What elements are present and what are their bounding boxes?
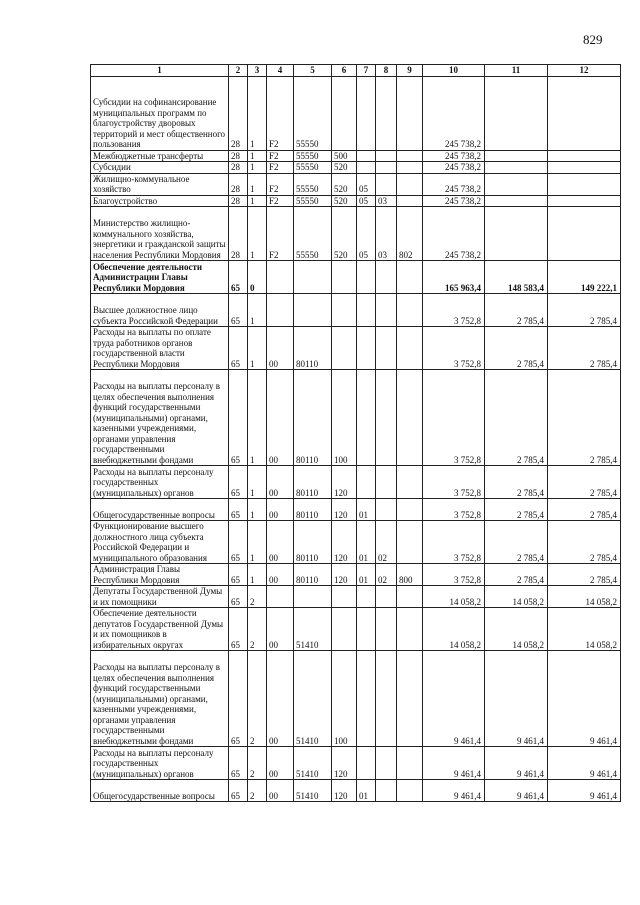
cell-amount-2: 9 461,4 <box>485 747 548 780</box>
cell-ministry <box>397 780 423 802</box>
cell-amount-2: 9 461,4 <box>485 651 548 747</box>
cell-amount-1: 3 752,8 <box>423 564 485 586</box>
cell-amount-3 <box>548 195 621 207</box>
cell-subchapter <box>376 261 397 294</box>
cell-subsection: 2 <box>248 780 267 802</box>
cell-program <box>267 261 294 294</box>
row-name: Расходы на выплаты персоналу в целях обеспечения выполнения функций государственными (муниципальными) органами, казенными учреждениями, органами управления государственными внебюджетными фондами <box>91 370 229 466</box>
cell-amount-2 <box>485 76 548 150</box>
cell-ministry <box>397 521 423 564</box>
column-header: 11 <box>485 65 548 77</box>
table-row <box>91 521 621 564</box>
cell-amount-3: 2 785,4 <box>548 521 621 564</box>
cell-section: 65 <box>229 608 248 651</box>
cell-program: 00 <box>267 747 294 780</box>
cell-program: 00 <box>267 608 294 651</box>
table-row <box>91 499 621 521</box>
table-row <box>91 466 621 499</box>
cell-subsection: 1 <box>248 521 267 564</box>
row-name: Жилищно-коммунальное хозяйство <box>91 173 229 195</box>
cell-direction: 51410 <box>294 780 332 802</box>
table-row <box>91 195 621 207</box>
row-name: Функционирование высшего должностного лица субъекта Российской Федерации и муниципального образования <box>91 521 229 564</box>
cell-amount-1: 245 738,2 <box>423 76 485 150</box>
cell-section: 65 <box>229 780 248 802</box>
cell-direction: 55550 <box>294 195 332 207</box>
cell-ministry <box>397 608 423 651</box>
cell-amount-1: 245 738,2 <box>423 150 485 162</box>
budget-table <box>90 64 621 802</box>
table-row <box>91 294 621 327</box>
cell-ministry <box>397 195 423 207</box>
cell-program: F2 <box>267 207 294 261</box>
cell-subsection: 2 <box>248 608 267 651</box>
row-name: Расходы на выплаты персоналу государственных (муниципальных) органов <box>91 466 229 499</box>
cell-amount-2: 2 785,4 <box>485 327 548 370</box>
cell-chapter: 05 <box>357 207 376 261</box>
cell-program: F2 <box>267 162 294 174</box>
cell-expense-type: 120 <box>332 780 357 802</box>
row-name: Депутаты Государственной Думы и их помощники <box>91 586 229 608</box>
cell-direction: 80110 <box>294 370 332 466</box>
cell-direction: 55550 <box>294 150 332 162</box>
cell-amount-1: 14 058,2 <box>423 586 485 608</box>
cell-section: 28 <box>229 162 248 174</box>
column-header: 4 <box>267 65 294 77</box>
table-row <box>91 564 621 586</box>
cell-subsection: 0 <box>248 261 267 294</box>
cell-amount-1: 9 461,4 <box>423 780 485 802</box>
cell-subsection: 1 <box>248 327 267 370</box>
cell-direction: 80110 <box>294 521 332 564</box>
cell-subchapter <box>376 173 397 195</box>
table-row <box>91 261 621 294</box>
cell-ministry <box>397 747 423 780</box>
cell-program: 00 <box>267 370 294 466</box>
cell-program: F2 <box>267 173 294 195</box>
cell-amount-2 <box>485 173 548 195</box>
cell-expense-type: 120 <box>332 499 357 521</box>
column-header: 12 <box>548 65 621 77</box>
table-row <box>91 76 621 150</box>
cell-chapter <box>357 162 376 174</box>
cell-section: 65 <box>229 747 248 780</box>
cell-subsection: 1 <box>248 499 267 521</box>
table-row <box>91 651 621 747</box>
cell-subchapter <box>376 608 397 651</box>
row-name: Обеспечение деятельности Администрации Главы Республики Мордовия <box>91 261 229 294</box>
cell-direction: 80110 <box>294 499 332 521</box>
cell-chapter: 01 <box>357 521 376 564</box>
column-header: 9 <box>397 65 423 77</box>
cell-amount-3: 9 461,4 <box>548 747 621 780</box>
cell-subsection: 2 <box>248 651 267 747</box>
cell-subchapter <box>376 651 397 747</box>
column-header: 6 <box>332 65 357 77</box>
cell-ministry <box>397 76 423 150</box>
cell-ministry <box>397 150 423 162</box>
cell-subsection: 1 <box>248 370 267 466</box>
cell-expense-type: 100 <box>332 370 357 466</box>
cell-ministry <box>397 370 423 466</box>
cell-subsection: 1 <box>248 150 267 162</box>
cell-amount-2: 2 785,4 <box>485 466 548 499</box>
cell-amount-1: 3 752,8 <box>423 521 485 564</box>
cell-section: 65 <box>229 466 248 499</box>
table-row <box>91 608 621 651</box>
cell-subsection: 1 <box>248 207 267 261</box>
cell-expense-type <box>332 586 357 608</box>
cell-chapter <box>357 586 376 608</box>
cell-chapter: 01 <box>357 564 376 586</box>
table-row <box>91 207 621 261</box>
table-row <box>91 586 621 608</box>
cell-section: 28 <box>229 207 248 261</box>
cell-direction: 80110 <box>294 327 332 370</box>
row-name: Высшее должностное лицо субъекта Российской Федерации <box>91 294 229 327</box>
cell-amount-1: 3 752,8 <box>423 370 485 466</box>
cell-amount-1: 3 752,8 <box>423 499 485 521</box>
cell-expense-type: 120 <box>332 747 357 780</box>
cell-amount-1: 14 058,2 <box>423 608 485 651</box>
cell-subsection: 1 <box>248 195 267 207</box>
cell-amount-2: 2 785,4 <box>485 294 548 327</box>
cell-section: 28 <box>229 173 248 195</box>
row-name: Субсидии на софинансирование муниципальных программ по благоустройству дворовых территорий и мест общественного пользования <box>91 76 229 150</box>
cell-subchapter <box>376 747 397 780</box>
cell-chapter <box>357 466 376 499</box>
cell-subchapter <box>376 76 397 150</box>
cell-subsection: 1 <box>248 564 267 586</box>
cell-subsection: 1 <box>248 173 267 195</box>
cell-amount-1: 9 461,4 <box>423 651 485 747</box>
cell-chapter <box>357 150 376 162</box>
cell-subchapter: 03 <box>376 195 397 207</box>
cell-amount-1: 245 738,2 <box>423 195 485 207</box>
cell-chapter: 05 <box>357 195 376 207</box>
row-name: Межбюджетные трансферты <box>91 150 229 162</box>
cell-amount-1: 245 738,2 <box>423 207 485 261</box>
row-name: Расходы на выплаты персоналу государственных (муниципальных) органов <box>91 747 229 780</box>
cell-amount-3: 2 785,4 <box>548 466 621 499</box>
cell-chapter <box>357 294 376 327</box>
cell-program: F2 <box>267 150 294 162</box>
cell-program: 00 <box>267 466 294 499</box>
cell-chapter <box>357 76 376 150</box>
cell-expense-type <box>332 608 357 651</box>
cell-amount-1: 3 752,8 <box>423 294 485 327</box>
cell-subchapter: 03 <box>376 207 397 261</box>
cell-subchapter <box>376 162 397 174</box>
cell-program <box>267 294 294 327</box>
cell-amount-2: 148 583,4 <box>485 261 548 294</box>
cell-ministry <box>397 173 423 195</box>
cell-program: 00 <box>267 499 294 521</box>
cell-subsection: 2 <box>248 747 267 780</box>
table-row <box>91 780 621 802</box>
cell-expense-type: 520 <box>332 195 357 207</box>
cell-amount-2 <box>485 195 548 207</box>
row-name: Общегосударственные вопросы <box>91 780 229 802</box>
cell-amount-3: 9 461,4 <box>548 780 621 802</box>
cell-amount-3: 9 461,4 <box>548 651 621 747</box>
cell-program <box>267 586 294 608</box>
column-header: 8 <box>376 65 397 77</box>
cell-amount-2 <box>485 150 548 162</box>
cell-section: 28 <box>229 195 248 207</box>
cell-subchapter <box>376 466 397 499</box>
cell-amount-3: 2 785,4 <box>548 499 621 521</box>
cell-ministry <box>397 162 423 174</box>
cell-program: 00 <box>267 327 294 370</box>
cell-program: 00 <box>267 521 294 564</box>
cell-amount-2: 2 785,4 <box>485 564 548 586</box>
row-name: Министерство жилищно-коммунального хозяйства, энергетики и гражданской защиты населения Республики Мордовия <box>91 207 229 261</box>
cell-amount-3: 2 785,4 <box>548 294 621 327</box>
cell-chapter <box>357 327 376 370</box>
cell-section: 65 <box>229 651 248 747</box>
cell-ministry <box>397 466 423 499</box>
cell-expense-type: 120 <box>332 466 357 499</box>
cell-chapter <box>357 370 376 466</box>
cell-chapter <box>357 261 376 294</box>
table-row <box>91 370 621 466</box>
cell-amount-3: 14 058,2 <box>548 608 621 651</box>
row-name: Благоустройство <box>91 195 229 207</box>
cell-direction: 55550 <box>294 76 332 150</box>
cell-ministry: 800 <box>397 564 423 586</box>
cell-amount-1: 3 752,8 <box>423 466 485 499</box>
cell-subchapter: 02 <box>376 564 397 586</box>
cell-ministry <box>397 499 423 521</box>
cell-amount-2: 2 785,4 <box>485 521 548 564</box>
row-name: Расходы на выплаты персоналу в целях обеспечения выполнения функций государственными (муниципальными) органами, казенными учреждениями, органами управления государственными внебюджетными фондами <box>91 651 229 747</box>
cell-subsection: 1 <box>248 162 267 174</box>
cell-direction: 51410 <box>294 608 332 651</box>
cell-expense-type: 100 <box>332 651 357 747</box>
cell-ministry <box>397 261 423 294</box>
cell-amount-1: 165 963,4 <box>423 261 485 294</box>
cell-program: 00 <box>267 651 294 747</box>
cell-amount-2: 2 785,4 <box>485 499 548 521</box>
cell-section: 65 <box>229 564 248 586</box>
cell-subchapter: 02 <box>376 521 397 564</box>
cell-amount-3 <box>548 173 621 195</box>
cell-program: 00 <box>267 780 294 802</box>
cell-direction: 55550 <box>294 207 332 261</box>
column-header: 10 <box>423 65 485 77</box>
cell-amount-3: 2 785,4 <box>548 370 621 466</box>
cell-expense-type <box>332 327 357 370</box>
cell-section: 65 <box>229 586 248 608</box>
cell-expense-type: 120 <box>332 564 357 586</box>
row-name: Расходы на выплаты по оплате труда работников органов государственной власти Республики Мордовия <box>91 327 229 370</box>
column-header: 1 <box>91 65 229 77</box>
cell-direction: 55550 <box>294 173 332 195</box>
cell-subsection: 1 <box>248 294 267 327</box>
row-name: Обеспечение деятельности депутатов Государственной Думы и их помощников в избирательных округах <box>91 608 229 651</box>
cell-subsection: 1 <box>248 466 267 499</box>
cell-amount-1: 245 738,2 <box>423 162 485 174</box>
cell-subsection: 1 <box>248 76 267 150</box>
cell-amount-3: 2 785,4 <box>548 327 621 370</box>
cell-section: 65 <box>229 294 248 327</box>
table-row <box>91 162 621 174</box>
cell-direction <box>294 586 332 608</box>
cell-expense-type <box>332 261 357 294</box>
cell-expense-type <box>332 76 357 150</box>
cell-amount-2: 9 461,4 <box>485 780 548 802</box>
cell-amount-1: 245 738,2 <box>423 173 485 195</box>
table-row <box>91 150 621 162</box>
cell-ministry: 802 <box>397 207 423 261</box>
cell-ministry <box>397 586 423 608</box>
cell-subchapter <box>376 499 397 521</box>
cell-section: 65 <box>229 327 248 370</box>
column-header: 2 <box>229 65 248 77</box>
cell-section: 28 <box>229 76 248 150</box>
cell-amount-3 <box>548 207 621 261</box>
row-name: Общегосударственные вопросы <box>91 499 229 521</box>
cell-amount-2 <box>485 207 548 261</box>
cell-program: F2 <box>267 76 294 150</box>
cell-subchapter <box>376 294 397 327</box>
cell-program: F2 <box>267 195 294 207</box>
cell-amount-1: 9 461,4 <box>423 747 485 780</box>
cell-direction: 51410 <box>294 747 332 780</box>
cell-amount-2 <box>485 162 548 174</box>
cell-expense-type: 520 <box>332 207 357 261</box>
cell-direction: 55550 <box>294 162 332 174</box>
cell-expense-type: 500 <box>332 150 357 162</box>
cell-chapter <box>357 608 376 651</box>
column-header: 3 <box>248 65 267 77</box>
cell-subchapter <box>376 780 397 802</box>
cell-direction: 80110 <box>294 564 332 586</box>
cell-expense-type <box>332 294 357 327</box>
cell-ministry <box>397 651 423 747</box>
cell-direction <box>294 261 332 294</box>
cell-amount-3: 149 222,1 <box>548 261 621 294</box>
cell-amount-3 <box>548 150 621 162</box>
cell-amount-2: 2 785,4 <box>485 370 548 466</box>
cell-amount-3: 14 058,2 <box>548 586 621 608</box>
cell-subchapter <box>376 327 397 370</box>
cell-subchapter <box>376 370 397 466</box>
cell-amount-1: 3 752,8 <box>423 327 485 370</box>
table-row <box>91 327 621 370</box>
cell-section: 65 <box>229 370 248 466</box>
cell-direction: 80110 <box>294 466 332 499</box>
cell-chapter <box>357 651 376 747</box>
cell-chapter <box>357 747 376 780</box>
cell-section: 65 <box>229 499 248 521</box>
cell-section: 65 <box>229 261 248 294</box>
cell-expense-type: 120 <box>332 521 357 564</box>
cell-ministry <box>397 294 423 327</box>
column-header: 5 <box>294 65 332 77</box>
row-name: Администрация Главы Республики Мордовия <box>91 564 229 586</box>
row-name: Субсидии <box>91 162 229 174</box>
cell-amount-3 <box>548 76 621 150</box>
cell-section: 28 <box>229 150 248 162</box>
page-number: 829 <box>583 32 603 47</box>
cell-amount-2: 14 058,2 <box>485 608 548 651</box>
cell-expense-type: 520 <box>332 162 357 174</box>
cell-subsection: 2 <box>248 586 267 608</box>
cell-direction: 51410 <box>294 651 332 747</box>
cell-chapter: 01 <box>357 499 376 521</box>
cell-program: 00 <box>267 564 294 586</box>
table-row <box>91 173 621 195</box>
cell-section: 65 <box>229 521 248 564</box>
header-row <box>91 65 621 77</box>
cell-amount-2: 14 058,2 <box>485 586 548 608</box>
table-row <box>91 747 621 780</box>
cell-subchapter <box>376 586 397 608</box>
cell-direction <box>294 294 332 327</box>
cell-amount-3 <box>548 162 621 174</box>
cell-expense-type: 520 <box>332 173 357 195</box>
column-header: 7 <box>357 65 376 77</box>
cell-ministry <box>397 327 423 370</box>
cell-chapter: 05 <box>357 173 376 195</box>
cell-chapter: 01 <box>357 780 376 802</box>
cell-subchapter <box>376 150 397 162</box>
cell-amount-3: 2 785,4 <box>548 564 621 586</box>
